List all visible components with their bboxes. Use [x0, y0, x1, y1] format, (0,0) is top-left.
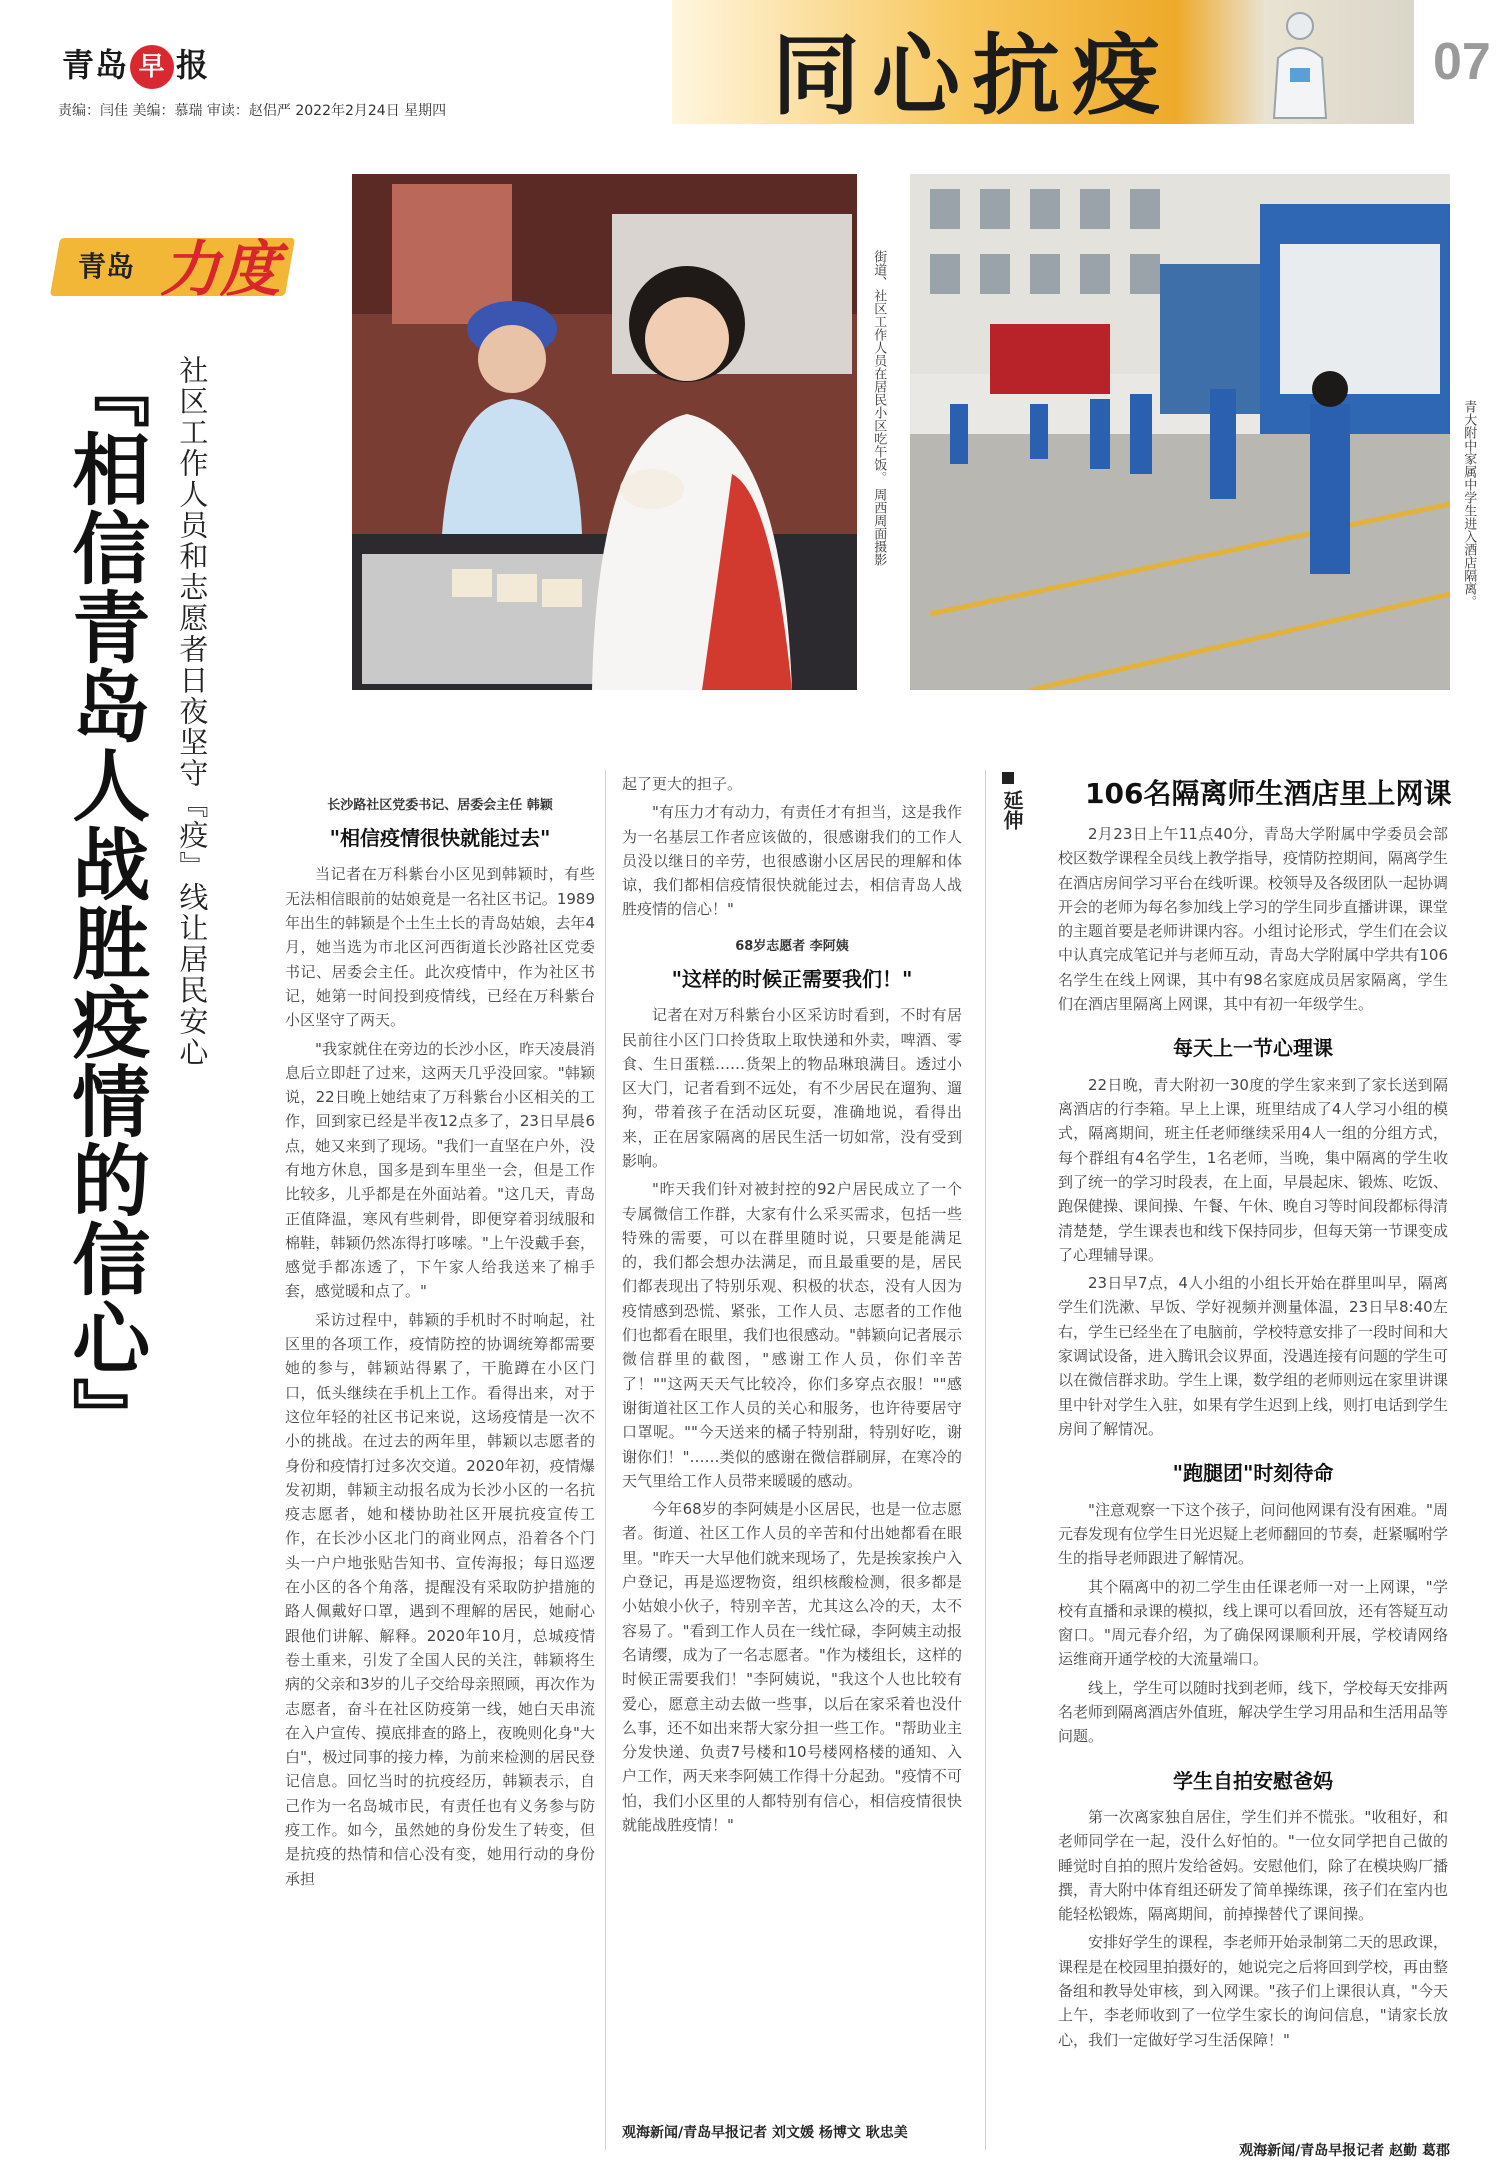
col1-kicker: 长沙路社区党委书记、居委会主任 韩颖: [327, 798, 553, 813]
section-banner: [672, 0, 1414, 124]
paragraph: 第一次离家独自居住，学生们并不慌张。"收租好，和老师同学在一起，没什么好怕的。"一位女同学把自己做的睡觉时自拍的照片发给爸妈。安慰他们，除了在模块购厂播撰，青大附中体育组还研发了简单操练课，孩子们在室内也能轻松锻炼，隔离期间，前掉操替代了课间操。: [1058, 1807, 1449, 1924]
photo-caption-right: 青大附中家属中学生进入酒店隔离。: [1461, 400, 1477, 608]
paragraph: 线上，学生可以随时找到老师，线下，学校每天安排两名老师到隔离酒店外值班，解决学生学习用品和生活用品等问题。: [1058, 1678, 1449, 1746]
col2-heading: "这样的时候正需要我们！": [671, 966, 913, 991]
banner-title: 同心抗疫: [772, 23, 1173, 124]
masthead-meta: 责编：闫佳 美编：慕瑞 审读：赵侣严 2022年2月24日 星期四: [58, 103, 447, 119]
paragraph: 22日晚，青大附初一30度的学生家来到了家长送到隔离酒店的行李箱。早上上课，班里结成了4人学习小组的模式，隔离期间，班主任老师继续采用4人一组的分组方式，每个群组有4名学生，1名老师，当晚，集中隔离的学生收到了统一的学习时段表，在上面，早晨起床、锻炼、吃饭、跑保健操、课间操、午餐、午休、晚自习等时间段都标得清清楚楚，学生课表也和线下保持同步，但每天第一节课变成了心理辅导课。: [1058, 1075, 1449, 1264]
medical-worker-icon: [1254, 8, 1344, 120]
paragraph: 起了更大的担子。: [622, 775, 743, 793]
logo-text-right: 报: [176, 46, 210, 84]
section-badge-brush: 力度: [160, 235, 280, 305]
col3-section-heading: 学生自拍安慰爸妈: [1173, 1768, 1333, 1793]
col2-kicker: 68岁志愿者 李阿姨: [735, 938, 849, 954]
photo-students-entering: [910, 174, 1450, 690]
article-column-1: [285, 795, 595, 1895]
paragraph: 采访过程中，韩颖的手机时不时响起，社区里的各项工作，疫情防控的协调统筹都需要她的参与，韩颖站得累了，干脆蹲在小区门口，低头继续在手机上工作。看得出来，对于这位年轻的社区书记来说，这场疫情是一次不小的挑战。在过去的两年里，韩颖以志愿者的身份和疫情打过多次交道。2020年初，疫情爆发初期，韩颖主动报名成为长沙小区的一名抗疫志愿者，她和楼协助社区开展抗疫宣传工作，在长沙小区北门的商业网点，沿着各个门头一户户地张贴告知书、宣传海报；每日巡逻在小区的各个角落，提醒没有采取防护措施的路人佩戴好口罩，遇到不理解的居民，她耐心跟他们讲解、解释。2020年10月，总城疫情卷土重来，引发了全国人民的关注，韩颖将生病的父亲和3岁的儿子交给母亲照顾，再次作为志愿者，奋斗在社区防疫第一线，她白天串流在入户宣传、摸底排查的路上，夜晚则化身"大白"，极过同事的接力棒，为前来检测的居民登记信息。回忆当时的抗疫经历，韩颖表示，自己作为一名岛城市民，有责任也有义务参与防疫工作。如今，虽然她的身份发生了转变，但是抗疫的热情和信心没有变，她用行动的身份承担: [285, 1310, 595, 1888]
paragraph: "注意观察一下这个孩子，问问他网课有没有困难。"周元春发现有位学生日光迟疑上老师翻回的节奏，赶紧嘱咐学生的指导老师跟进了解情况。: [1058, 1500, 1449, 1568]
logo-sun-icon: 早: [130, 45, 174, 89]
logo-text-left: 青岛: [62, 46, 129, 84]
paragraph: 今年68岁的李阿姨是小区居民，也是一位志愿者。街道、社区工作人员的辛苦和付出她都看在眼里。"昨天一大早他们就来现场了，先是挨家挨户入户登记，再是巡逻物资，组织核酸检测，很多都是小姑娘小伙子，特别辛苦，尤其这么冷的天，太不容易了。"看到工作人员在一线忙碌，李阿姨主动报名请缨，成为了一名志愿者。"作为楼组长，这样的时候正需要我们！"李阿姨说，"我这个人也比较有爱心，愿意主动去做一些事，以后在家采着也没什么事，还不如出来帮大家分担一些工作。"帮助业主分发快递、负责7号楼和10号楼网格楼的通知、入户工作，两天来李阿姨工作得十分起劲。"疫情不可怕，我们小区里的人都特别有信心，相信疫情很快就能战胜疫情！": [622, 1500, 962, 1835]
paragraph: 当记者在万科紫台小区见到韩颖时，有些无法相信眼前的姑娘竟是一名社区书记。1989年出生的韩颖是个土生土长的青岛姑娘，去年4月，她当选为市北区河西街道长沙路社区党委书记、居委会主任。此次疫情中，作为社区书记，她第一时间投到疫情线，已经在万科紫台小区坚守了两天。: [285, 865, 595, 1030]
page-number: 07: [1433, 33, 1491, 91]
photo-caption-left: 街道、社区工作人员在居民小区吃午饭。 周西周面摄影: [871, 250, 887, 567]
col3-section-heading: "跑腿团"时刻待命: [1172, 1461, 1334, 1486]
column-divider: [605, 770, 606, 2150]
article-column-2: [622, 772, 962, 1841]
main-headline: 『相信青岛人战胜疫情的信心』: [59, 350, 150, 1456]
photo-students-entering-illustration: [910, 174, 1450, 690]
photo-workers-eating-illustration: [352, 174, 857, 690]
col2-byline: 观海新闻/青岛早报记者 刘文媛 杨博文 耿忠美: [622, 2125, 908, 2141]
extension-tag: 延伸: [1000, 790, 1024, 830]
paragraph: 2月23日上午11点40分，青岛大学附属中学委员会部校区数学课程全员线上教学指导，疫情防控期间，隔离学生在酒店房间学习平台在线听课。校领导及各级团队一起协调开会的老师为每名参加线上学习的学生同步直播讲课，课堂的主题首要是老师讲课内容。小组讨论形式，学生们在会议中认真完成笔记并与老师互动，青岛大学附属中学共有106名学生在线上网课，其中有98名家庭成员居家隔离，学生们在酒店里隔离上网课，其中有初一年级学生。: [1058, 825, 1449, 1014]
extension-square-icon: [1002, 772, 1014, 784]
col3-byline: 观海新闻/青岛早报记者 赵勤 葛郡: [1239, 2143, 1450, 2159]
col3-title: 106名隔离师生酒店里上网课: [1085, 777, 1452, 810]
col1-heading: "相信疫情很快就能过去": [329, 826, 551, 851]
column-divider: [985, 770, 986, 2150]
article-column-3: [1058, 822, 1448, 2056]
section-badge-text: 青岛: [78, 250, 135, 283]
paragraph: 记者在对万科紫台小区采访时看到，不时有居民前往小区门口拎货取上取快递和外卖，啤酒、零食、生日蛋糕……货架上的物品琳琅满目。透过小区大门，记者看到不远处，有不少居民在遛狗、遛狗，带着孩子在活动区玩耍，准确地说，看得出来，正在居家隔离的居民生活一切如常，没有受到影响。: [622, 1006, 962, 1170]
paragraph: "有压力才有动力，有责任才有担当，这是我作为一名基层工作者应该做的，很感谢我们的工作人员没以继日的辛劳，也很感谢小区居民的理解和体谅，我们都相信疫情很快就能过去，相信青岛人战胜疫情的信心！": [622, 803, 962, 919]
paragraph: 安排好学生的课程，李老师开始录制第二天的思政课，课程是在校园里拍摄好的，她说完之后将回到学校，再由整备组和教导处审核，到入网课。"孩子们上课很认真，"今天上午，李老师收到了一位学生家长的询问信息，"请家长放心，我们一定做好学习生活保障！": [1058, 1933, 1449, 2049]
paragraph: 23日早7点，4人小组的小组长开始在群里叫早，隔离学生们洗漱、早饭、学好视频并测量体温，23日早8:40左右，学生已经坐在了电脑前，学校特意安排了一段时间和大家调试设备，进入腾讯会议界面，没遇连接有问题的学生可以在微信群求助。学生上课，数学组的老师则远在家里讲课里中针对学生入驻，如果有学生迟到上线，则打电话到学生房间了解情况。: [1058, 1274, 1449, 1438]
paragraph: "昨天我们针对被封控的92户居民成立了一个专属微信工作群，大家有什么采买需求，包括一些特殊的需要，可以在群里随时说，只要是能满足的，我们都会想办法满足，而且最重要的是，居民们都表现出了特别乐观、积极的状态，没有人因为疫情感到恐慌、紧张，工作人员、志愿者的工作他们也都看在眼里，我们也很感动。"韩颖向记者展示微信群里的截图，"感谢工作人员，你们辛苦了！""这两天天气比较冷，你们多穿点衣服！""感谢街道社区工作人员的关心和服务，也许待要居守口罩呢。""今天送来的橘子特别甜，特别好吃，谢谢你们！"……类似的感谢在微信群刷屏，在寒冷的天气里给工作人员带来暖暖的感动。: [622, 1180, 962, 1490]
col3-section-heading: 每天上一节心理课: [1173, 1036, 1333, 1061]
photo-workers-eating: [352, 174, 857, 690]
paragraph: 其个隔离中的初二学生由任课老师一对一上网课，"学校有直播和录课的模拟，线上课可以看回放，还有答疑互动窗口。"周元春介绍，为了确保网课顺利开展，学校请网络运维商开通学校的大流量端口。: [1058, 1577, 1449, 1669]
sub-headline: 社区工作人员和志愿者日夜坚守『疫』线让居民安心: [175, 355, 210, 1068]
newspaper-logo: [62, 40, 209, 89]
paragraph: "我家就住在旁边的长沙小区，昨天凌晨消息后立即赶了过来，这两天几乎没回家。"韩颖说，22日晚上她结束了万科紫台小区相关的工作，回到家已经是半夜12点多了，23日早晨6点，她又来到了现场。"我们一直坚在户外，没有地方休息，国多是到车里坐一会，但是工作比较多，儿乎都是在外面站着。"这几天，青岛正值降温，寒风有些刺骨，即便穿着羽绒服和棉鞋，韩颖仍然冻得打哆嗦。"上午没戴手套，感觉手都冻透了，下午家人给我送来了棉手套，感觉暖和点了。": [285, 1039, 595, 1301]
